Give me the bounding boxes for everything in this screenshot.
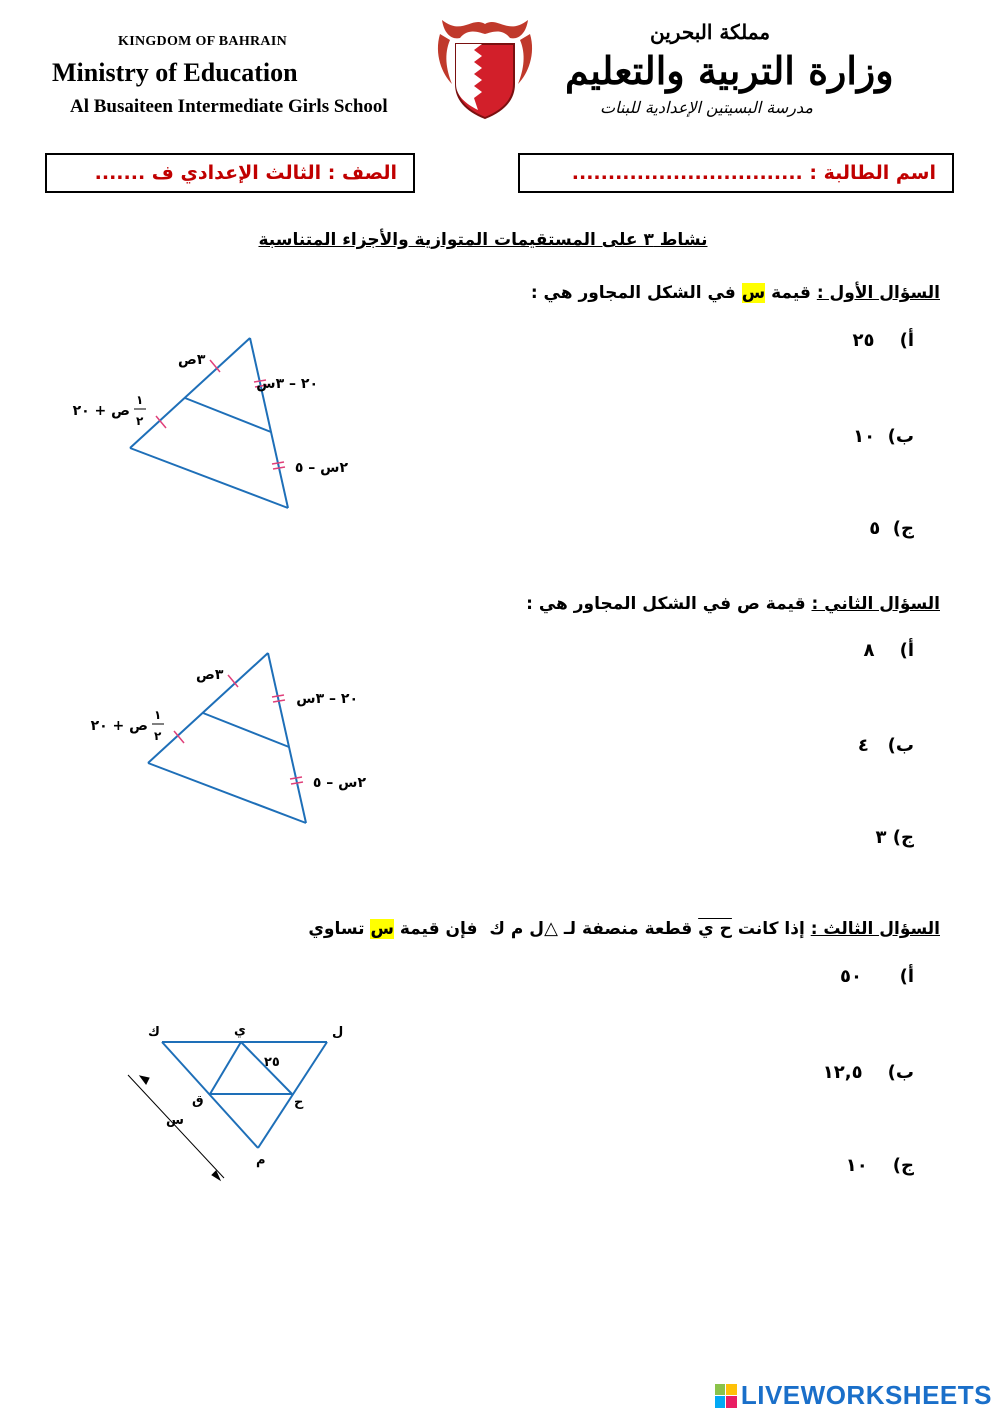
question-3-text-then: فإن قيمة xyxy=(399,919,478,939)
option-value: ١٠ xyxy=(853,426,876,447)
question-2-label: السؤال الثاني : xyxy=(811,594,940,614)
ar-kingdom-text: مملكة البحرين xyxy=(650,20,771,44)
option-letter: أ) xyxy=(899,966,914,987)
q1-option-a[interactable] xyxy=(853,330,914,351)
q3-option-b[interactable] xyxy=(823,1062,914,1083)
ar-ministry-text: وزارة التربية والتعليم xyxy=(565,48,894,93)
option-letter: أ) xyxy=(899,330,914,351)
q2-option-b[interactable] xyxy=(858,735,914,756)
q1-triangle-figure xyxy=(60,330,380,520)
q2-fig-left-suffix: ص + ٢٠ xyxy=(90,718,148,734)
question-1-highlight: س xyxy=(741,283,766,303)
option-letter: ج) xyxy=(892,827,914,848)
question-3-triangle-name: ل م ك xyxy=(489,919,545,939)
option-value: ٨ xyxy=(863,640,875,661)
en-kingdom-text: KINGDOM OF BAHRAIN xyxy=(118,34,287,49)
student-name-field[interactable] xyxy=(518,153,954,193)
question-2-text: قيمة ص في الشكل المجاور هي : xyxy=(526,594,806,614)
watermark-text: LIVEWORKSHEETS xyxy=(740,1380,992,1410)
en-ministry-text: Ministry of Education xyxy=(52,58,298,87)
q2-fig-top-right: ٢٠ – ٣س xyxy=(296,691,358,707)
q1-fig-left-suffix: ص + ٢٠ xyxy=(72,403,130,419)
q1-fig-frac-den: ٢ xyxy=(136,414,144,428)
bahrain-emblem-icon xyxy=(432,14,538,124)
option-letter: ج) xyxy=(892,1155,914,1176)
q2-triangle-figure xyxy=(78,645,398,835)
question-2 xyxy=(526,594,940,614)
en-school-text: Al Busaiteen Intermediate Girls School xyxy=(70,96,388,117)
liveworksheets-icon xyxy=(715,1384,737,1408)
triangle-symbol-icon: △ xyxy=(544,918,558,939)
q2-fig-bottom-right: ٢س – ٥ xyxy=(312,775,366,791)
class-field[interactable] xyxy=(45,153,415,193)
option-value: ٣ xyxy=(875,827,887,848)
question-3-text-end: تساوي xyxy=(308,919,365,939)
q3-fig-q: ق xyxy=(192,1093,204,1108)
option-value: ٢٥ xyxy=(852,330,875,351)
option-letter: ج) xyxy=(892,518,914,539)
q3-triangle-figure xyxy=(120,1020,360,1190)
q1-fig-frac-num: ١ xyxy=(136,393,144,407)
option-value: ١٠ xyxy=(845,1155,868,1176)
q3-fig-k: ك xyxy=(148,1025,160,1040)
option-letter: ب) xyxy=(887,1062,914,1083)
q2-fig-frac-den: ٢ xyxy=(154,729,162,743)
option-value: ٥ xyxy=(869,518,881,539)
class-label: الصف : الثالث الإعدادي ف ....... xyxy=(94,162,397,184)
q2-fig-top-left: ٣ص xyxy=(196,667,224,683)
q3-option-a[interactable] xyxy=(840,966,914,987)
question-3 xyxy=(308,918,940,939)
q1-fig-bottom-right: ٢س – ٥ xyxy=(294,460,348,476)
question-1-text-before: قيمة xyxy=(771,283,811,303)
option-letter: ب) xyxy=(887,426,914,447)
q1-option-c[interactable] xyxy=(869,518,914,539)
option-value: ١٢,٥ xyxy=(822,1062,863,1083)
question-1-text-after: في الشكل المجاور هي : xyxy=(530,283,736,303)
q3-fig-seg-value: ٢٥ xyxy=(264,1055,280,1070)
q2-option-c[interactable] xyxy=(876,827,914,848)
ar-school-text: مدرسة البسيتين الإعدادية للبنات xyxy=(600,98,813,117)
question-3-text-if: إذا كانت xyxy=(737,919,805,939)
q3-fig-h: ح xyxy=(294,1095,304,1110)
option-value: ٥٠ xyxy=(840,966,862,987)
q1-fig-top-left: ٣ص xyxy=(178,352,206,368)
q3-fig-l: ل xyxy=(332,1025,344,1040)
question-1 xyxy=(531,283,940,303)
q1-option-b[interactable] xyxy=(853,426,914,447)
question-3-highlight: س xyxy=(370,919,394,939)
option-value: ٤ xyxy=(857,735,869,756)
question-1-label: السؤال الأول : xyxy=(816,283,940,303)
q1-fig-top-right: ٢٠ – ٣س xyxy=(256,376,318,392)
activity-title: نشاط ٣ على المستقيمات المتوازية والأجزاء المتناسبة xyxy=(258,230,708,250)
liveworksheets-logo xyxy=(715,1380,992,1411)
q2-fig-frac-num: ١ xyxy=(154,708,162,722)
student-name-label: اسم الطالبة : ................................ xyxy=(571,162,936,184)
q3-fig-m: م xyxy=(256,1153,266,1168)
q3-fig-s: س xyxy=(166,1113,184,1128)
question-3-label: السؤال الثالث : xyxy=(810,919,940,939)
q2-option-a[interactable] xyxy=(864,640,914,661)
option-letter: أ) xyxy=(899,640,914,661)
q3-option-c[interactable] xyxy=(846,1155,914,1176)
question-3-text-mid: قطعة منصفة لـ xyxy=(563,919,693,939)
q3-fig-y: ي xyxy=(234,1023,246,1038)
option-letter: ب) xyxy=(887,735,914,756)
question-3-segment: ح ي xyxy=(698,919,732,939)
